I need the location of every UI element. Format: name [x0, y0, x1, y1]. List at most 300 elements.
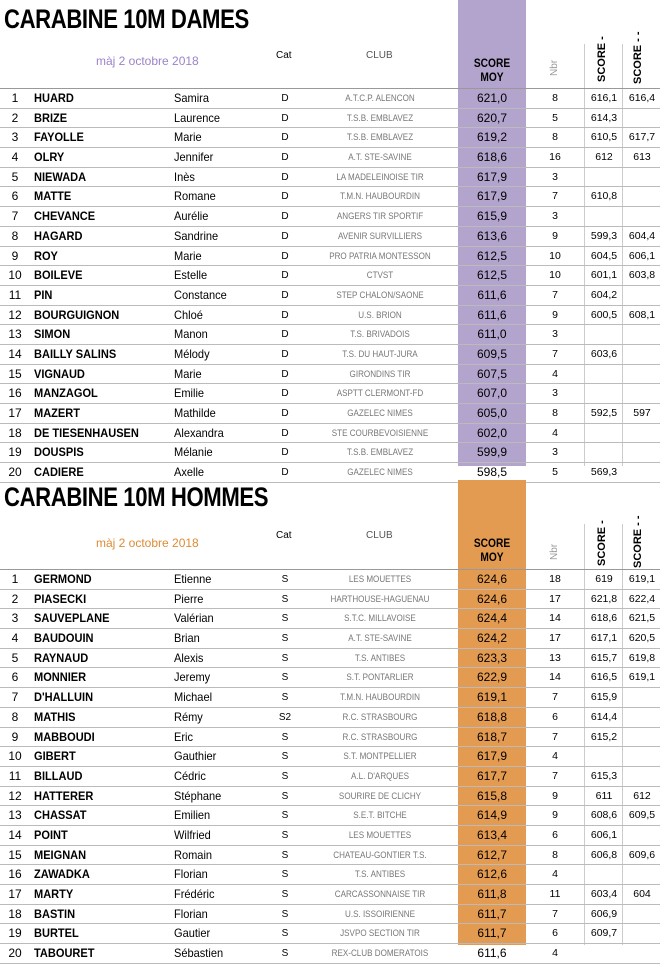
table-row	[0, 187, 660, 207]
score-minus-cell: 614,3	[590, 111, 618, 124]
score-minus-minus-cell: 597	[633, 407, 651, 419]
club-cell: CHATEAU-GONTIER T.S.	[333, 849, 427, 861]
average-score-cell: 599,9	[476, 445, 508, 460]
match-count-cell: 17	[549, 592, 561, 605]
average-score-cell: 624,4	[476, 611, 508, 626]
first-name-cell: Gautier	[174, 926, 211, 941]
category-cell: S	[281, 810, 289, 822]
last-name-cell: PIN	[34, 287, 53, 302]
first-name-cell: Mélody	[174, 346, 210, 361]
last-name-cell: BOURGUIGNON	[34, 307, 120, 322]
rank-cell: 10	[8, 268, 22, 283]
category-cell: S	[281, 770, 289, 782]
score-minus-cell: 621,8	[590, 592, 618, 605]
match-count-cell: 8	[552, 92, 558, 104]
table-row	[0, 404, 660, 424]
category-cell: D	[281, 112, 289, 124]
men-header-cat: Cat	[276, 530, 292, 541]
women-header-nbr: Nbr	[549, 59, 560, 76]
average-score-cell: 605,0	[476, 406, 508, 420]
average-score-cell: 618,8	[476, 709, 508, 724]
first-name-cell: Sébastien	[174, 946, 224, 961]
score-minus-minus-cell: 609,5	[628, 809, 656, 822]
average-score-cell: 614,9	[476, 808, 508, 823]
last-name-cell: NIEWADA	[34, 169, 87, 184]
score-minus-cell: 601,1	[590, 269, 618, 282]
score-minus-minus-cell: 603,8	[628, 269, 656, 282]
score-minus-cell: 610,8	[590, 190, 618, 203]
match-count-cell: 7	[552, 190, 558, 203]
match-count-cell: 10	[549, 249, 561, 262]
table-row	[0, 345, 660, 365]
match-count-cell: 3	[552, 328, 558, 341]
table-row	[0, 365, 660, 385]
average-score-cell: 611,7	[477, 926, 507, 941]
last-name-cell: MAZERT	[34, 406, 80, 420]
first-name-cell: Florian	[174, 867, 208, 882]
match-count-cell: 5	[552, 466, 558, 479]
club-cell: LA MADELEINOISE TIR	[336, 171, 424, 183]
first-name-cell: Etienne	[174, 572, 212, 586]
women-header-score1: SCORE -	[596, 36, 608, 82]
rank-cell: 3	[11, 130, 19, 145]
score-minus-cell: 603,4	[590, 888, 618, 900]
club-cell: T.S. DU HAUT-JURA	[342, 348, 418, 360]
rank-cell: 17	[8, 406, 22, 420]
rank-cell: 14	[8, 346, 22, 361]
rank-cell: 7	[11, 690, 19, 705]
men-header-nbr: Nbr	[549, 543, 560, 560]
match-count-cell: 6	[552, 828, 558, 841]
category-cell: D	[281, 191, 289, 203]
rank-cell: 4	[11, 150, 19, 165]
last-name-cell: ZAWADKA	[34, 867, 90, 882]
score-minus-minus-cell: 616,4	[628, 92, 656, 104]
average-score-cell: 617,9	[476, 169, 508, 184]
club-cell: S.T.C. MILLAVOISE	[344, 613, 416, 625]
rank-cell: 15	[8, 847, 22, 862]
score-minus-cell: 619	[595, 573, 613, 585]
average-score-cell: 619,1	[476, 690, 508, 705]
rank-cell: 8	[11, 228, 19, 243]
match-count-cell: 11	[549, 888, 561, 900]
first-name-cell: Marie	[174, 248, 202, 263]
first-name-cell: Jennifer	[174, 150, 214, 165]
score-minus-cell: 615,3	[590, 769, 618, 782]
average-score-cell: 621,0	[476, 91, 508, 105]
match-count-cell: 5	[552, 111, 558, 124]
rank-cell: 8	[11, 709, 19, 724]
rank-cell: 20	[8, 465, 22, 480]
last-name-cell: BRIZE	[34, 110, 68, 125]
score-minus-cell: 604,5	[590, 249, 618, 262]
first-name-cell: Frédéric	[174, 887, 215, 901]
first-name-cell: Laurence	[174, 110, 221, 125]
last-name-cell: DOUSPIS	[34, 445, 84, 460]
match-count-cell: 7	[552, 730, 558, 743]
first-name-cell: Aurélie	[174, 209, 209, 224]
average-score-cell: 624,6	[476, 572, 508, 586]
category-cell: D	[281, 171, 289, 183]
category-cell: S	[281, 574, 289, 585]
table-row	[0, 590, 660, 610]
match-count-cell: 8	[552, 407, 558, 419]
club-cell: LES MOUETTES	[348, 829, 412, 841]
category-cell: S	[281, 889, 289, 900]
first-name-cell: Emilien	[174, 808, 211, 823]
last-name-cell: SAUVEPLANE	[34, 611, 110, 626]
club-cell: T.S.B. EMBLAVEZ	[346, 132, 414, 144]
average-score-cell: 623,3	[476, 650, 508, 665]
rank-cell: 2	[11, 110, 19, 125]
table-row	[0, 924, 660, 944]
last-name-cell: BAUDOUIN	[34, 631, 94, 646]
table-row	[0, 846, 660, 866]
first-name-cell: Marie	[174, 366, 202, 381]
first-name-cell: Marie	[174, 130, 202, 145]
first-name-cell: Alexis	[174, 650, 204, 665]
category-cell: S	[281, 928, 289, 940]
first-name-cell: Eric	[174, 729, 194, 744]
rank-cell: 5	[11, 169, 19, 184]
rank-cell: 14	[8, 827, 22, 842]
table-row	[0, 629, 660, 649]
table-row	[0, 806, 660, 826]
score-minus-cell: 603,6	[590, 347, 618, 360]
rank-cell: 9	[11, 729, 19, 744]
last-name-cell: FAYOLLE	[34, 130, 84, 145]
score-minus-minus-cell: 617,7	[628, 131, 656, 144]
match-count-cell: 9	[552, 789, 558, 802]
table-row	[0, 168, 660, 188]
category-cell: S	[281, 593, 289, 605]
last-name-cell: PIASECKI	[34, 591, 87, 606]
club-cell: STE COURBEVOISIENNE	[331, 427, 429, 439]
club-cell: A.T.C.P. ALENCON	[345, 93, 415, 104]
category-cell: D	[281, 93, 289, 104]
first-name-cell: Samira	[174, 91, 209, 105]
match-count-cell: 7	[552, 691, 558, 704]
match-count-cell: 8	[552, 848, 558, 861]
club-cell: T.S.B. EMBLAVEZ	[346, 447, 414, 459]
table-row	[0, 424, 660, 444]
category-cell: S	[281, 731, 289, 743]
women-header-score2: SCORE - -	[632, 31, 644, 84]
score-minus-minus-cell: 613	[633, 151, 651, 164]
last-name-cell: MANZAGOL	[34, 386, 98, 401]
category-cell: D	[281, 467, 289, 479]
table-row	[0, 128, 660, 148]
average-score-cell: 611,7	[477, 906, 507, 921]
women-header-score: SCORE MOY	[473, 56, 511, 84]
club-cell: CARCASSONNAISE TIR	[334, 889, 426, 900]
score-minus-cell: 599,3	[590, 229, 618, 242]
last-name-cell: CHASSAT	[34, 808, 87, 823]
average-score-cell: 620,7	[476, 110, 508, 125]
match-count-cell: 3	[552, 170, 558, 183]
rank-cell: 18	[8, 425, 22, 440]
match-count-cell: 6	[552, 927, 558, 940]
women-title: CARABINE 10M DAMES	[4, 4, 249, 34]
category-cell: D	[281, 368, 289, 380]
club-cell: AVENIR SURVILLIERS	[337, 230, 423, 242]
category-cell: S	[281, 829, 289, 841]
club-cell: GAZELEC NIMES	[347, 408, 413, 419]
table-row	[0, 609, 660, 629]
club-cell: S.T. PONTARLIER	[346, 672, 414, 684]
club-cell: T.S. ANTIBES	[354, 869, 406, 881]
rank-cell: 12	[8, 307, 22, 322]
average-score-cell: 617,7	[476, 768, 508, 783]
club-cell: R.C. STRASBOURG	[342, 711, 418, 723]
last-name-cell: MONNIER	[34, 670, 87, 685]
women-section	[0, 0, 660, 480]
rank-cell: 12	[8, 788, 22, 803]
average-score-cell: 612,7	[476, 847, 508, 862]
score-minus-minus-cell: 619,1	[628, 573, 656, 585]
average-score-cell: 624,2	[476, 631, 508, 646]
rank-cell: 20	[8, 946, 22, 961]
rank-cell: 6	[11, 189, 19, 204]
rank-cell: 16	[8, 386, 22, 401]
first-name-cell: Jeremy	[174, 670, 211, 685]
category-cell: D	[281, 348, 289, 360]
category-cell: S	[281, 633, 289, 645]
average-score-cell: 611,8	[477, 887, 507, 901]
match-count-cell: 14	[549, 612, 561, 625]
rank-cell: 10	[8, 749, 22, 764]
last-name-cell: MABBOUDI	[34, 729, 95, 744]
average-score-cell: 609,5	[476, 346, 508, 361]
score-minus-minus-cell: 620,5	[628, 632, 656, 645]
table-row	[0, 747, 660, 767]
score-minus-minus-cell: 621,5	[628, 612, 656, 625]
category-cell: S2	[278, 711, 292, 723]
match-count-cell: 7	[552, 288, 558, 301]
first-name-cell: Axelle	[174, 465, 205, 480]
first-name-cell: Manon	[174, 327, 208, 342]
club-cell: HARTHOUSE-HAGUENAU	[330, 593, 430, 605]
category-cell: D	[281, 132, 289, 144]
first-name-cell: Mathilde	[174, 406, 216, 420]
men-header-score1: SCORE -	[596, 520, 608, 566]
table-row	[0, 247, 660, 267]
rank-cell: 19	[8, 445, 22, 460]
score-minus-cell: 615,2	[590, 730, 618, 743]
rank-cell: 15	[8, 366, 22, 381]
table-row	[0, 306, 660, 326]
score-minus-cell: 612	[595, 151, 613, 164]
men-header-score2: SCORE - -	[632, 515, 644, 568]
average-score-cell: 611,0	[477, 327, 507, 342]
category-cell: S	[281, 948, 289, 960]
first-name-cell: Romane	[174, 189, 216, 204]
first-name-cell: Florian	[174, 906, 208, 921]
score-minus-cell: 592,5	[590, 407, 618, 419]
average-score-cell: 615,9	[476, 209, 508, 224]
last-name-cell: HATTERER	[34, 788, 94, 803]
score-minus-cell: 615,9	[590, 691, 618, 704]
club-cell: T.S.B. EMBLAVEZ	[346, 112, 414, 124]
rank-cell: 18	[8, 906, 22, 921]
first-name-cell: Brian	[174, 631, 200, 646]
category-cell: S	[281, 692, 289, 704]
category-cell: S	[281, 908, 289, 920]
last-name-cell: BASTIN	[34, 906, 76, 921]
table-row	[0, 688, 660, 708]
table-row	[0, 944, 660, 964]
first-name-cell: Gauthier	[174, 749, 217, 764]
table-row	[0, 89, 660, 109]
average-score-cell: 617,9	[476, 749, 508, 764]
category-cell: D	[281, 427, 289, 439]
first-name-cell: Alexandra	[174, 425, 224, 440]
rank-cell: 7	[11, 209, 19, 224]
club-cell: GIRONDINS TIR	[349, 368, 411, 380]
table-row	[0, 708, 660, 728]
average-score-cell: 618,7	[476, 729, 508, 744]
table-row	[0, 266, 660, 286]
last-name-cell: POINT	[34, 827, 68, 842]
match-count-cell: 3	[552, 210, 558, 223]
score-minus-minus-cell: 619,8	[628, 651, 656, 664]
last-name-cell: BOILEVE	[34, 268, 83, 283]
club-cell: S.E.T. BITCHE	[353, 810, 407, 822]
rank-cell: 13	[8, 327, 22, 342]
average-score-cell: 613,4	[476, 827, 508, 842]
last-name-cell: MEIGNAN	[34, 847, 87, 862]
match-count-cell: 9	[552, 308, 558, 321]
men-update-date: màj 2 octobre 2018	[96, 536, 199, 550]
last-name-cell: GIBERT	[34, 749, 76, 764]
rank-cell: 4	[11, 631, 19, 646]
average-score-cell: 602,0	[476, 425, 508, 440]
match-count-cell: 6	[552, 710, 558, 723]
first-name-cell: Emilie	[174, 386, 205, 401]
table-row	[0, 325, 660, 345]
average-score-cell: 611,6	[477, 946, 507, 961]
first-name-cell: Wilfried	[174, 827, 211, 842]
average-score-cell: 612,6	[476, 867, 508, 882]
score-minus-minus-cell: 622,4	[628, 592, 656, 605]
category-cell: D	[281, 152, 289, 164]
average-score-cell: 611,6	[477, 307, 507, 322]
last-name-cell: BILLAUD	[34, 768, 83, 783]
match-count-cell: 4	[552, 367, 558, 380]
table-row	[0, 787, 660, 807]
score-minus-minus-cell: 608,1	[628, 308, 656, 321]
score-minus-minus-cell: 604	[633, 888, 651, 900]
rank-cell: 17	[8, 887, 22, 901]
club-cell: SOURIRE DE CLICHY	[338, 790, 422, 802]
category-cell: D	[281, 388, 289, 400]
men-title: CARABINE 10M HOMMES	[4, 482, 269, 512]
average-score-cell: 612,5	[476, 248, 508, 263]
category-cell: D	[281, 289, 289, 301]
last-name-cell: TABOURET	[34, 946, 95, 961]
club-cell: CTVST	[366, 270, 394, 282]
score-minus-minus-cell: 609,6	[628, 848, 656, 861]
club-cell: U.S. BRION	[358, 309, 402, 321]
club-cell: T.S. BRIVADOIS	[350, 329, 410, 341]
women-header-club: CLUB	[366, 50, 393, 61]
score-minus-minus-cell: 612	[633, 789, 651, 802]
match-count-cell: 4	[552, 426, 558, 439]
club-cell: JSVPO SECTION TIR	[340, 928, 420, 940]
last-name-cell: CADIERE	[34, 465, 84, 480]
score-minus-cell: 614,4	[590, 710, 618, 723]
rank-cell: 11	[8, 768, 22, 783]
table-row	[0, 207, 660, 227]
rank-cell: 1	[11, 572, 19, 586]
club-cell: T.M.N. HAUBOURDIN	[340, 191, 420, 203]
club-cell: A.T. STE-SAVINE	[348, 152, 412, 164]
men-header-club: CLUB	[366, 530, 393, 541]
average-score-cell: 617,9	[476, 189, 508, 204]
score-minus-cell: 617,1	[590, 632, 618, 645]
match-count-cell: 4	[552, 750, 558, 763]
average-score-cell: 619,2	[476, 130, 508, 145]
rank-cell: 16	[8, 867, 22, 882]
first-name-cell: Constance	[174, 287, 227, 302]
match-count-cell: 17	[549, 632, 561, 645]
table-row	[0, 728, 660, 748]
score-minus-cell: 600,5	[590, 308, 618, 321]
score-minus-cell: 608,6	[590, 809, 618, 822]
table-row	[0, 767, 660, 787]
last-name-cell: MATTE	[34, 189, 72, 204]
average-score-cell: 598,5	[476, 465, 508, 480]
category-cell: S	[281, 672, 289, 684]
average-score-cell: 613,6	[476, 228, 508, 243]
match-count-cell: 8	[552, 131, 558, 144]
category-cell: S	[281, 869, 289, 881]
score-minus-cell: 618,6	[590, 612, 618, 625]
category-cell: D	[281, 250, 289, 262]
category-cell: D	[281, 270, 289, 282]
men-section	[0, 478, 660, 961]
average-score-cell: 624,6	[476, 591, 508, 606]
women-header-cat: Cat	[276, 50, 292, 61]
club-cell: ASPTT CLERMONT-FD	[336, 388, 424, 400]
average-score-cell: 615,8	[476, 788, 508, 803]
last-name-cell: GERMOND	[34, 572, 92, 586]
club-cell: LES MOUETTES	[348, 574, 412, 585]
club-cell: A.T. STE-SAVINE	[348, 633, 412, 645]
match-count-cell: 18	[549, 573, 561, 585]
score-minus-cell: 604,2	[590, 288, 618, 301]
club-cell: U.S. ISSOIRIENNE	[344, 908, 415, 920]
club-cell: STEP CHALON/SAONE	[336, 289, 424, 301]
table-row	[0, 286, 660, 306]
rank-cell: 19	[8, 926, 22, 941]
rank-cell: 5	[11, 650, 19, 665]
average-score-cell: 618,6	[476, 150, 508, 165]
last-name-cell: RAYNAUD	[34, 650, 89, 665]
club-cell: T.M.N. HAUBOURDIN	[340, 692, 420, 704]
category-cell: S	[281, 652, 289, 664]
match-count-cell: 7	[552, 907, 558, 920]
rank-cell: 3	[11, 611, 19, 626]
table-row	[0, 905, 660, 925]
score-minus-cell: 606,1	[590, 828, 618, 841]
rank-cell: 1	[11, 91, 19, 105]
match-count-cell: 13	[549, 651, 561, 664]
women-table	[0, 88, 660, 483]
first-name-cell: Mélanie	[174, 445, 213, 460]
last-name-cell: VIGNAUD	[34, 366, 85, 381]
first-name-cell: Rémy	[174, 709, 203, 724]
